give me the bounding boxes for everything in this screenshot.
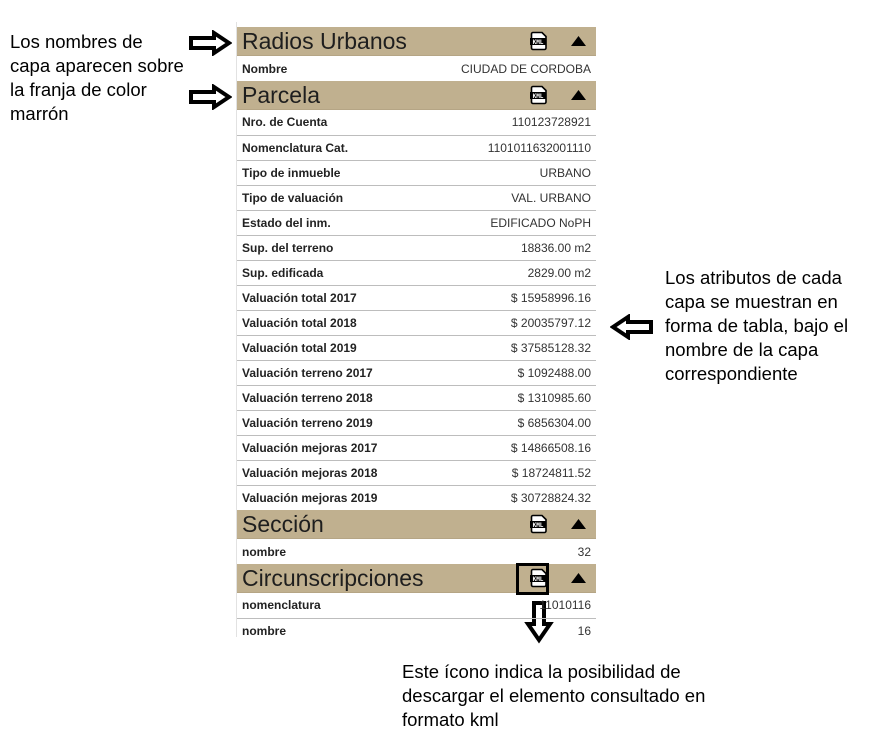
- attribute-value: 32: [577, 544, 591, 559]
- attribute-value: 16: [577, 623, 591, 637]
- layer-title: Sección: [242, 510, 324, 537]
- kml-icon-highlight-box: [516, 563, 549, 595]
- table-row: [237, 485, 596, 510]
- attribute-value: $ 37585128.32: [510, 340, 591, 355]
- attribute-value: $ 1310985.60: [517, 390, 591, 405]
- attribute-key: Valuación terreno 2019: [242, 415, 373, 430]
- attribute-value: $ 15958996.16: [510, 290, 591, 305]
- attribute-value: 1101011632001110: [487, 140, 591, 155]
- collapse-button[interactable]: [570, 34, 586, 48]
- table-row: [237, 210, 596, 235]
- attribute-key: Nro. de Cuenta: [242, 115, 328, 130]
- attribute-value: $ 30728824.32: [510, 490, 591, 505]
- collapse-button[interactable]: [570, 517, 586, 531]
- attribute-value: $ 18724811.52: [511, 465, 591, 480]
- layer-section-radios-urbanos: [237, 27, 596, 81]
- attribute-value: URBANO: [539, 165, 591, 180]
- layer-section-parcela: [237, 81, 596, 510]
- layer-title: Circunscripciones: [242, 564, 424, 591]
- annotation-kml-icon: Este ícono indica la posibilidad de descargar el elemento consultado en formato kml: [402, 661, 706, 730]
- attribute-key: Nomenclatura Cat.: [242, 140, 349, 155]
- table-row: [237, 410, 596, 435]
- kml-file-icon: [529, 514, 549, 534]
- attribute-key: Valuación mejoras 2018: [242, 465, 378, 480]
- attribute-value: VAL. URBANO: [511, 190, 591, 205]
- attribute-key: Tipo de valuación: [242, 190, 344, 205]
- collapse-button[interactable]: [570, 88, 586, 102]
- arrow-right-icon: [188, 84, 232, 110]
- arrow-right-icon: [188, 30, 232, 56]
- table-row: [237, 460, 596, 485]
- attribute-key: Sup. del terreno: [242, 240, 334, 255]
- attribute-value: $ 1092488.00: [517, 365, 591, 380]
- attribute-key: Valuación total 2019: [242, 340, 357, 355]
- attribute-key: Valuación terreno 2018: [242, 390, 373, 405]
- triangle-up-icon: [571, 90, 586, 100]
- layer-header: [237, 510, 596, 539]
- svg-text:KML: KML: [532, 521, 544, 529]
- attribute-value: EDIFICADO NoPH: [490, 215, 591, 230]
- attribute-table: [237, 56, 596, 81]
- triangle-up-icon: [571, 36, 586, 46]
- kml-download-button[interactable]: [528, 31, 550, 51]
- annotation-layer-names: Los nombres de capa aparecen sobre la franja de color marrón: [10, 31, 184, 124]
- attribute-value: 2829.00 m2: [527, 265, 591, 280]
- table-row: [237, 310, 596, 335]
- attribute-key: nomenclatura: [242, 598, 321, 613]
- attribute-value: $ 14866508.16: [510, 440, 591, 455]
- attribute-value: 11010116: [539, 598, 591, 613]
- attribute-value: $ 6856304.00: [517, 415, 591, 430]
- attribute-key: nombre: [242, 623, 287, 637]
- attribute-value: 110123728921: [511, 115, 591, 130]
- annotation-attributes: Los atributos de cada capa se muestran en forma de tabla, bajo el nombre de la capa correspondiente: [665, 267, 849, 384]
- attribute-key: Valuación total 2017: [242, 290, 357, 305]
- layer-header: [237, 27, 596, 56]
- attribute-key: Nombre: [242, 61, 288, 76]
- table-row: [237, 385, 596, 410]
- kml-file-icon: [529, 31, 549, 51]
- attribute-key: nombre: [242, 544, 287, 559]
- table-row: [237, 235, 596, 260]
- table-row: [237, 185, 596, 210]
- layer-title: Parcela: [242, 81, 320, 108]
- attribute-value: CIUDAD DE CORDOBA: [460, 61, 591, 76]
- attribute-key: Valuación mejoras 2017: [242, 440, 378, 455]
- kml-download-button[interactable]: [528, 514, 550, 534]
- svg-text:KML: KML: [532, 575, 544, 583]
- attribute-key: Valuación terreno 2017: [242, 365, 373, 380]
- table-row: [237, 285, 596, 310]
- table-row: [237, 135, 596, 160]
- table-row: [237, 160, 596, 185]
- attribute-key: Estado del inm.: [242, 215, 331, 230]
- table-row: [237, 593, 596, 618]
- attribute-value: $ 20035797.12: [510, 315, 591, 330]
- attribute-key: Valuación total 2018: [242, 315, 357, 330]
- table-row: [237, 335, 596, 360]
- attribute-table: [237, 539, 596, 564]
- layer-section-seccion: [237, 510, 596, 564]
- kml-download-button[interactable]: [528, 85, 550, 105]
- table-row: [237, 56, 596, 81]
- triangle-up-icon: [571, 573, 586, 583]
- table-row: [237, 618, 596, 637]
- table-row: [237, 539, 596, 564]
- collapse-button[interactable]: [570, 571, 586, 585]
- attribute-value: 18836.00 m2: [520, 240, 591, 255]
- layer-title: Radios Urbanos: [242, 27, 407, 54]
- triangle-up-icon: [571, 519, 586, 529]
- kml-file-icon: [529, 85, 549, 105]
- table-row: [237, 435, 596, 460]
- attribute-key: Sup. edificada: [242, 265, 324, 280]
- feature-info-panel: [236, 22, 596, 637]
- svg-text:KML: KML: [532, 38, 544, 46]
- attribute-key: Tipo de inmueble: [242, 165, 341, 180]
- layer-header: [237, 81, 596, 110]
- attribute-table: [237, 593, 596, 637]
- table-row: [237, 360, 596, 385]
- attribute-table: [237, 110, 596, 510]
- svg-text:KML: KML: [532, 92, 544, 100]
- table-row: [237, 260, 596, 285]
- table-row: [237, 110, 596, 135]
- arrow-left-icon: [610, 314, 654, 340]
- attribute-key: Valuación mejoras 2019: [242, 490, 378, 505]
